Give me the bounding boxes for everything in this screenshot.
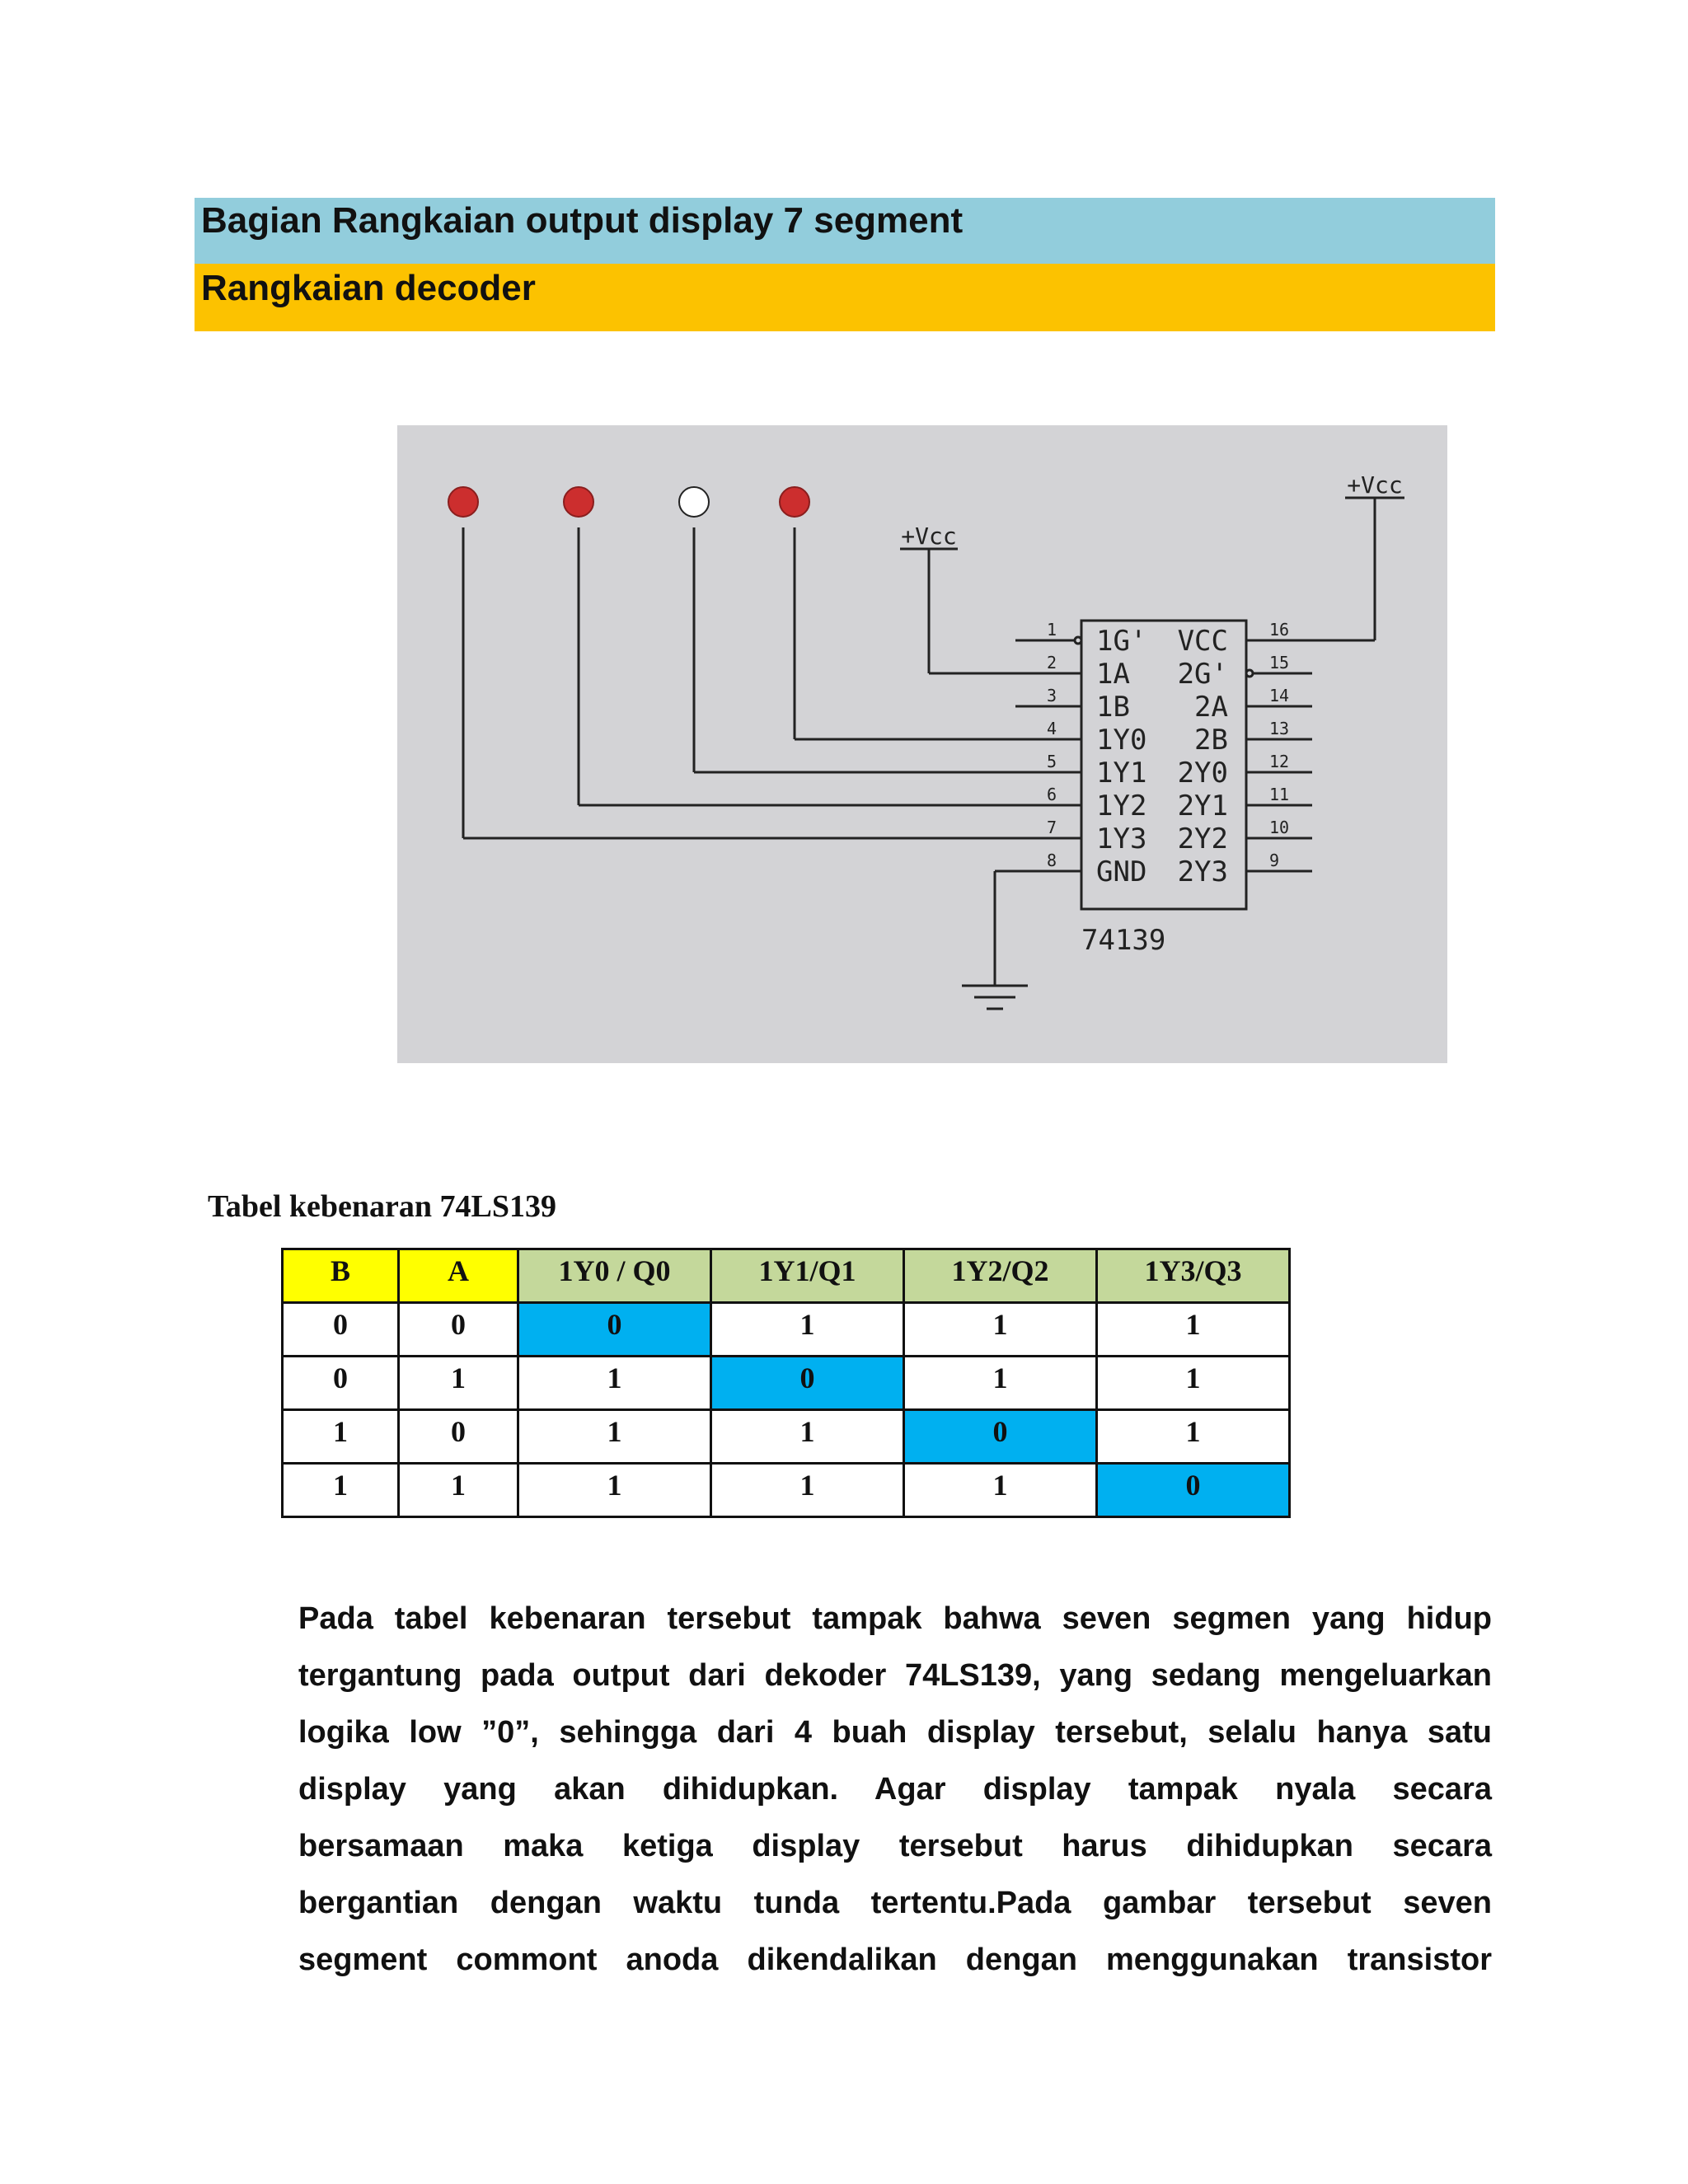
pin-number: 10 xyxy=(1269,818,1290,837)
pin-name: 1Y2 xyxy=(1096,790,1147,823)
pin-number: 13 xyxy=(1269,719,1290,738)
table-header-row xyxy=(283,1249,1290,1303)
pin-number: 9 xyxy=(1269,851,1280,870)
led-indicator-1y3 xyxy=(448,487,478,517)
table-cell: 0 xyxy=(283,1357,399,1410)
pin-number: 12 xyxy=(1269,752,1290,771)
table-cell: 1 xyxy=(283,1464,399,1517)
table-cell: 1 xyxy=(711,1303,904,1357)
vcc-label-right: +Vcc xyxy=(1347,471,1403,499)
truth-table xyxy=(281,1248,1291,1518)
pin-name: 2Y3 xyxy=(1177,855,1228,888)
table-cell-active: 0 xyxy=(904,1410,1097,1464)
pin-number: 2 xyxy=(1046,653,1057,673)
table-row xyxy=(283,1357,1290,1410)
paragraph-line: tergantung pada output dari dekoder 74LS139, yang sedang mengeluarkan xyxy=(298,1658,1492,1693)
table-row xyxy=(283,1410,1290,1464)
pin-number: 15 xyxy=(1269,653,1290,673)
table-cell: 1 xyxy=(1097,1357,1290,1410)
led-indicator-1y1 xyxy=(679,487,709,517)
table-row xyxy=(283,1303,1290,1357)
paragraph-line: bersamaan maka ketiga display tersebut harus dihidupkan secara xyxy=(298,1829,1492,1863)
header-cell-1y1: 1Y1/Q1 xyxy=(711,1249,904,1303)
pin-name: 2G' xyxy=(1177,658,1228,691)
table-cell: 1 xyxy=(904,1357,1097,1410)
paragraph-line: Pada tabel kebenaran tersebut tampak bahwa seven segmen yang hidup xyxy=(298,1601,1492,1636)
inversion-bubble xyxy=(1246,670,1253,677)
pin-name: 1A xyxy=(1096,658,1130,691)
table-cell: 1 xyxy=(904,1303,1097,1357)
table-cell: 1 xyxy=(1097,1410,1290,1464)
inversion-bubble xyxy=(1075,637,1081,644)
pin-number: 4 xyxy=(1046,719,1057,738)
led-indicator-1y2 xyxy=(564,487,593,517)
pin-number: 11 xyxy=(1269,785,1290,804)
table-cell: 1 xyxy=(518,1464,711,1517)
pin-number: 1 xyxy=(1046,620,1057,640)
paragraph-line: segment commont anoda dikendalikan dengan menggunakan transistor xyxy=(298,1943,1492,1977)
pin-name: 1G' xyxy=(1096,625,1147,658)
table-cell-active: 0 xyxy=(711,1357,904,1410)
pin-name: GND xyxy=(1096,855,1147,888)
table-cell: 1 xyxy=(399,1357,518,1410)
table-cell-active: 0 xyxy=(518,1303,711,1357)
decoder-circuit-diagram xyxy=(397,425,1447,1063)
paragraph-line: display yang akan dihidupkan. Agar display tampak nyala secara xyxy=(298,1772,1492,1807)
header-cell-a: A xyxy=(399,1249,518,1303)
section-title: Bagian Rangkaian output display 7 segment xyxy=(195,198,1495,264)
table-row xyxy=(283,1464,1290,1517)
body-paragraph xyxy=(298,1591,1492,1989)
ic-name-label: 74139 xyxy=(1081,924,1166,957)
paragraph-line: bergantian dengan waktu tunda tertentu.Pada gambar tersebut seven xyxy=(298,1886,1492,1920)
header-cell-b: B xyxy=(283,1249,399,1303)
table-cell: 1 xyxy=(518,1410,711,1464)
header-cell-1y0: 1Y0 / Q0 xyxy=(518,1249,711,1303)
table-cell: 1 xyxy=(1097,1303,1290,1357)
pin-number: 5 xyxy=(1046,752,1057,771)
pin-name: 1Y3 xyxy=(1096,823,1147,855)
table-cell: 1 xyxy=(711,1464,904,1517)
paragraph-line: logika low ”0”, sehingga dari 4 buah display tersebut, selalu hanya satu xyxy=(298,1715,1492,1750)
pin-number: 7 xyxy=(1046,818,1057,837)
pin-name: VCC xyxy=(1177,625,1228,658)
pin-name: 1Y1 xyxy=(1096,757,1147,790)
led-indicator-1y0 xyxy=(780,487,809,517)
subsection-title: Rangkaian decoder xyxy=(195,264,1495,331)
table-cell: 1 xyxy=(711,1410,904,1464)
pin-number: 16 xyxy=(1269,620,1290,640)
table-caption: Tabel kebenaran 74LS139 xyxy=(208,1189,557,1224)
pin-name: 2Y0 xyxy=(1177,757,1228,790)
pin-name: 1Y0 xyxy=(1096,724,1147,757)
pin-name: 2B xyxy=(1194,724,1228,757)
table-cell: 1 xyxy=(283,1410,399,1464)
table-cell: 1 xyxy=(518,1357,711,1410)
pin-number: 3 xyxy=(1046,686,1057,705)
header-cell-1y3: 1Y3/Q3 xyxy=(1097,1249,1290,1303)
table-cell: 0 xyxy=(399,1303,518,1357)
pin-number: 8 xyxy=(1046,851,1057,870)
table-cell: 1 xyxy=(904,1464,1097,1517)
pin-name: 2A xyxy=(1194,691,1228,724)
table-cell-active: 0 xyxy=(1097,1464,1290,1517)
pin-name: 2Y2 xyxy=(1177,823,1228,855)
header-cell-1y2: 1Y2/Q2 xyxy=(904,1249,1097,1303)
vcc-label-left: +Vcc xyxy=(901,523,957,550)
diagram-background xyxy=(397,425,1447,1063)
pin-name: 1B xyxy=(1096,691,1130,724)
table-cell: 1 xyxy=(399,1464,518,1517)
table-cell: 0 xyxy=(283,1303,399,1357)
pin-number: 6 xyxy=(1046,785,1057,804)
table-cell: 0 xyxy=(399,1410,518,1464)
pin-name: 2Y1 xyxy=(1177,790,1228,823)
pin-number: 14 xyxy=(1269,686,1290,705)
